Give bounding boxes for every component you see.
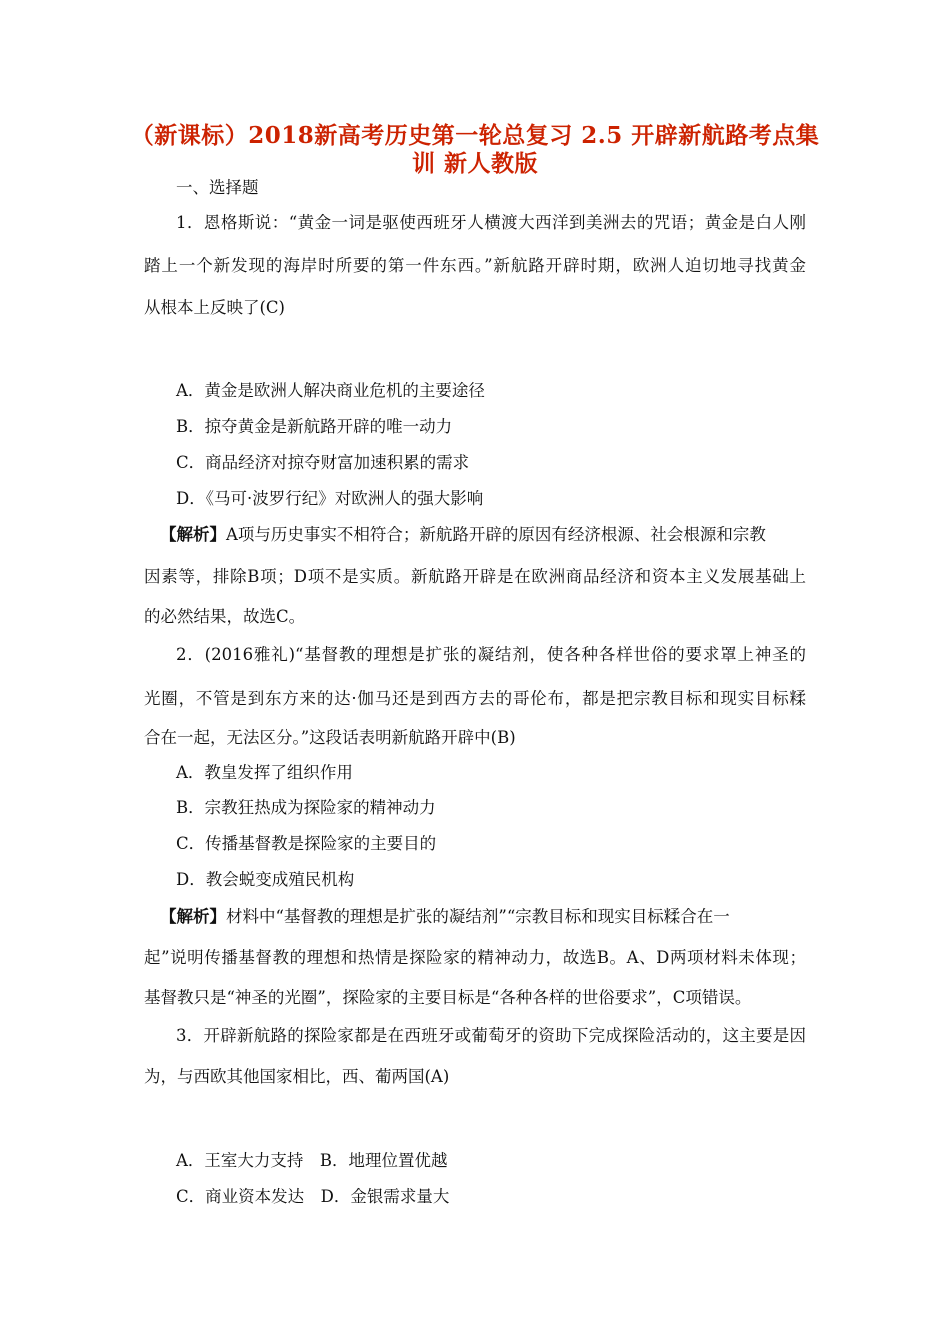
section-heading: 一、选择题	[176, 178, 259, 197]
q2-stem-line-3: 合在一起，无法区分。”这段话表明新航路开辟中(B)	[144, 728, 516, 747]
q2-stem-line-2: 光圈，不管是到东方来的达·伽马还是到西方去的哥伦布，都是把宗教目标和现实目标糅	[144, 689, 806, 708]
q1-option-c: C．商品经济对掠夺财富加速积累的需求	[176, 453, 470, 472]
q1-analysis-text-1: A项与历史事实不相符合；新航路开辟的原因有经济根源、社会根源和宗教	[226, 525, 766, 544]
q2-option-a: A．教皇发挥了组织作用	[176, 763, 353, 782]
q1-analysis-tag: 【解析】	[160, 525, 226, 544]
q1-stem-line-3: 从根本上反映了(C)	[144, 298, 285, 317]
q3-options-row-2: C．商业资本发达 D．金银需求量大	[176, 1187, 450, 1206]
q2-analysis-tag: 【解析】	[160, 907, 226, 926]
q1-option-d: D．《马可·波罗行纪》对欧洲人的强大影响	[176, 489, 484, 508]
q2-stem-line-1: 2．(2016雅礼)“基督教的理想是扩张的凝结剂，使各种各样世俗的要求罩上神圣的	[176, 645, 806, 664]
q2-option-d: D．教会蜕变成殖民机构	[176, 870, 355, 889]
q1-analysis-line-3: 的必然结果，故选C。	[144, 607, 306, 626]
q3-stem-line-2: 为，与西欧其他国家相比，西、葡两国(A)	[144, 1067, 450, 1086]
q1-analysis-line-1	[160, 524, 766, 546]
q2-option-c: C．传播基督教是探险家的主要目的	[176, 834, 437, 853]
q2-analysis-text-1: 材料中“基督教的理想是扩张的凝结剂”“宗教目标和现实目标糅合在一	[226, 907, 730, 926]
q1-option-b: B．掠夺黄金是新航路开辟的唯一动力	[176, 417, 453, 436]
q2-analysis-line-3: 基督教只是“神圣的光圈”，探险家的主要目标是“各种各样的世俗要求”，C项错误。	[144, 988, 752, 1007]
q1-analysis-line-2: 因素等，排除B项；D项不是实质。新航路开辟是在欧洲商品经济和资本主义发展基础上	[144, 567, 806, 586]
q1-stem-line-2: 踏上一个新发现的海岸时所要的第一件东西。”新航路开辟时期，欧洲人迫切地寻找黄金	[144, 256, 806, 275]
q2-option-b: B．宗教狂热成为探险家的精神动力	[176, 798, 436, 817]
q2-analysis-line-2: 起”说明传播基督教的理想和热情是探险家的精神动力，故选B。A、D两项材料未体现；	[144, 948, 806, 967]
doc-title-line-2: 训 新人教版	[411, 150, 538, 177]
q2-analysis-line-1	[160, 906, 730, 928]
q3-stem-line-1: 3．开辟新航路的探险家都是在西班牙或葡萄牙的资助下完成探险活动的，这主要是因	[176, 1026, 806, 1045]
q1-stem-line-1: 1．恩格斯说：“黄金一词是驱使西班牙人横渡大西洋到美洲去的咒语；黄金是白人刚	[176, 213, 806, 232]
q3-options-row-1: A．王室大力支持 B．地理位置优越	[176, 1151, 448, 1170]
doc-title-line-1: （新课标）2018新高考历史第一轮总复习 2.5 开辟新航路考点集	[130, 122, 820, 149]
q1-option-a: A．黄金是欧洲人解决商业危机的主要途径	[176, 381, 485, 400]
